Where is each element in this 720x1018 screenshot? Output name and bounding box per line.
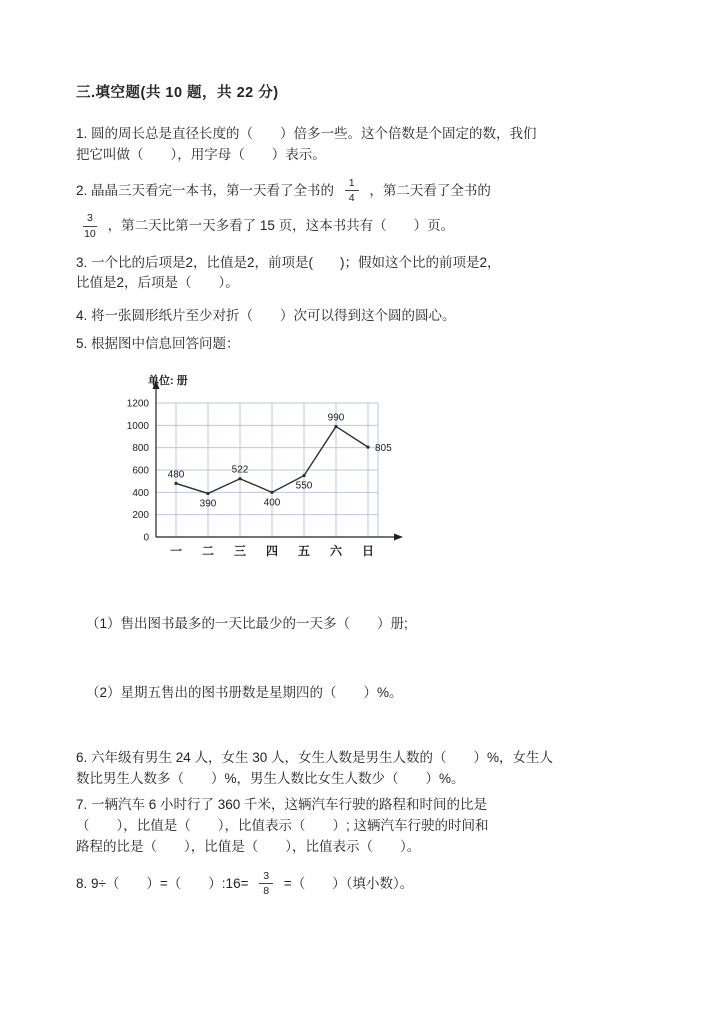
svg-text:日: 日 xyxy=(361,544,375,559)
svg-text:522: 522 xyxy=(231,464,249,476)
question-2-line-1 xyxy=(76,178,646,205)
svg-text:1000: 1000 xyxy=(126,421,149,433)
question-7-line-1: 7. 一辆汽车 6 小时行了 360 千米，这辆汽车行驶的路程和时间的比是 xyxy=(76,796,488,812)
question-4: 4. 将一张圆形纸片至少对折（ ）次可以得到这个圆的圆心。 xyxy=(76,308,456,324)
svg-text:800: 800 xyxy=(132,443,149,455)
question-2-line-2 xyxy=(76,213,646,240)
question-3-line-2: 比值是2，后项是（ ）。 xyxy=(76,275,239,291)
question-3 xyxy=(76,253,646,295)
svg-text:550: 550 xyxy=(295,480,313,492)
fraction-denominator: 8 xyxy=(263,884,270,897)
fraction-denominator: 10 xyxy=(84,227,96,240)
question-3-line-1: 3. 一个比的后项是2，比值是2，前项是( )；假如这个比的前项是2， xyxy=(76,254,501,270)
question-6 xyxy=(76,748,646,790)
svg-text:一: 一 xyxy=(169,544,183,559)
fraction-numerator: 3 xyxy=(259,870,273,884)
svg-text:390: 390 xyxy=(199,498,217,510)
question-5-sub-2: （2）星期五售出的图书册数是星期四的（ ）%。 xyxy=(86,685,403,701)
fraction-one-fourth xyxy=(345,177,359,204)
question-6-line-1: 6. 六年级有男生 24 人，女生 30 人，女生人数是男生人数的（ ）%，女生人 xyxy=(76,750,554,766)
question-2-text-c: ，第二天比第一天多看了 15 页，这本书共有（ ）页。 xyxy=(107,218,455,234)
svg-text:单位: 册: 单位: 册 xyxy=(148,375,188,388)
section-header: 三.填空题(共 10 题，共 22 分) xyxy=(76,85,279,101)
question-7-line-3: 路程的比是（ ），比值是（ ），比值表示（ ）。 xyxy=(76,838,421,854)
svg-text:二: 二 xyxy=(201,544,215,559)
fraction-numerator: 1 xyxy=(345,177,359,191)
fraction-numerator: 3 xyxy=(83,212,97,226)
svg-text:五: 五 xyxy=(297,544,311,559)
svg-text:400: 400 xyxy=(263,497,281,509)
question-2 xyxy=(76,178,646,240)
question-7 xyxy=(76,795,646,858)
svg-text:四: 四 xyxy=(265,544,279,559)
svg-text:480: 480 xyxy=(167,469,185,481)
question-6-line-2: 数比男生人数多（ ）%，男生人数比女生人数少（ ）%。 xyxy=(76,770,465,786)
question-1-line-2: 把它叫做（ ），用字母（ ）表示。 xyxy=(76,147,326,163)
question-1 xyxy=(76,124,646,166)
svg-text:600: 600 xyxy=(132,465,149,477)
fraction-three-eighths xyxy=(259,870,273,897)
svg-text:805: 805 xyxy=(375,443,392,455)
question-1-line-1: 1. 圆的周长总是直径长度的（ ）倍多一些。这个倍数是个固定的数，我们 xyxy=(76,126,537,142)
fraction-denominator: 4 xyxy=(348,192,355,205)
svg-text:0: 0 xyxy=(143,532,149,544)
sales-chart-svg xyxy=(94,369,454,581)
fraction-three-tenths xyxy=(83,212,97,239)
question-2-text-a: 2. 晶晶三天看完一本书，第一天看了全书的 xyxy=(76,183,335,199)
question-2-text-b: ，第二天看了全书的 xyxy=(369,183,491,199)
svg-text:三: 三 xyxy=(233,544,247,559)
sales-line-chart xyxy=(94,369,646,588)
svg-text:400: 400 xyxy=(132,488,149,500)
svg-text:六: 六 xyxy=(329,544,343,559)
question-8 xyxy=(76,871,646,898)
question-8-text-a: 8. 9÷（ ）=（ ）:16= xyxy=(76,875,249,891)
question-8-text-b: =（ ）（填小数）。 xyxy=(283,875,414,891)
question-7-line-2: （ ），比值是（ ），比值表示（ ）; 这辆汽车行驶的时间和 xyxy=(76,817,489,833)
question-5: 5. 根据图中信息回答问题： xyxy=(76,336,240,352)
question-5-sub-1: （1）售出图书最多的一天比最少的一天多（ ）册; xyxy=(86,616,408,632)
svg-text:200: 200 xyxy=(132,510,149,522)
svg-text:1200: 1200 xyxy=(126,398,149,410)
svg-text:990: 990 xyxy=(327,412,345,424)
